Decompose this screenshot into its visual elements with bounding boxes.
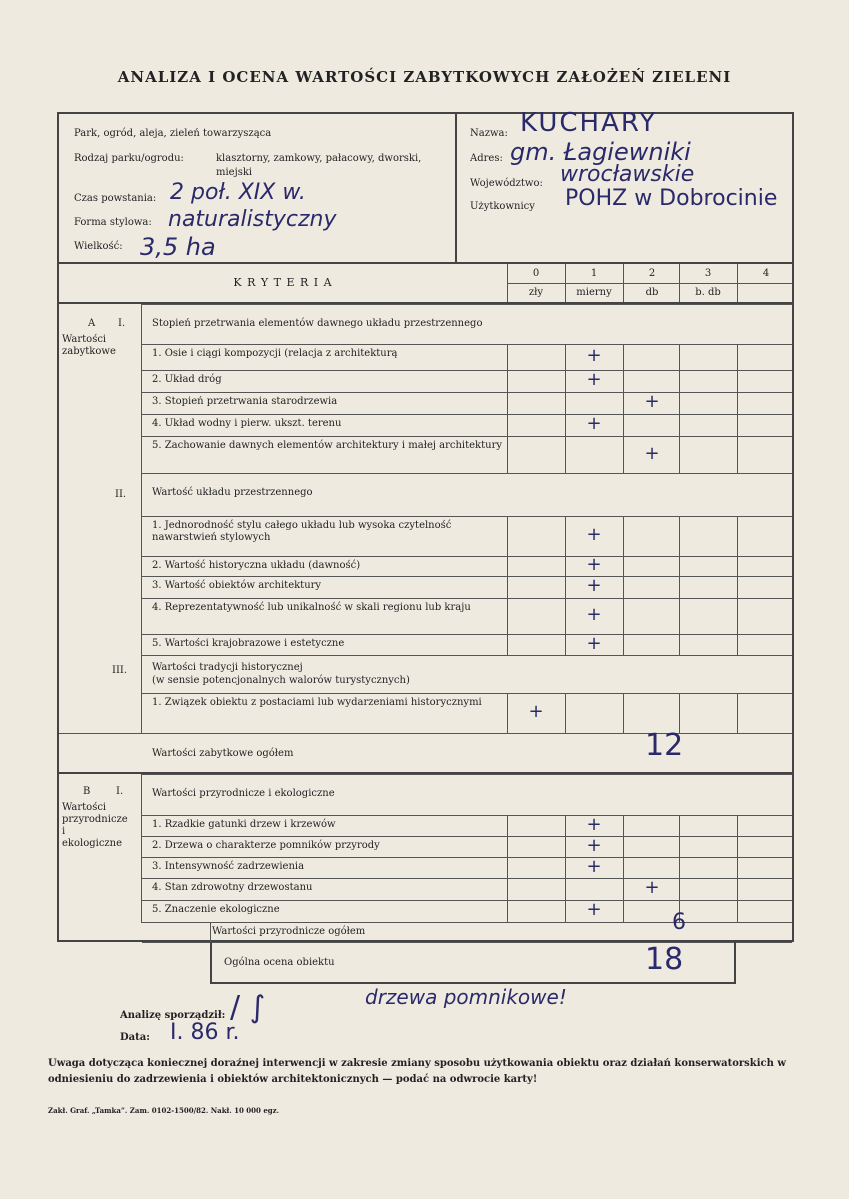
b-total-label: Wartości przyrodnicze ogółem: [212, 926, 366, 937]
criteria-row-label: 1. Osie i ciągi kompozycji (relacja z architekturą: [152, 348, 398, 359]
score-cell-line: [737, 516, 738, 556]
score-label: db: [645, 287, 659, 298]
score-cell-line: [507, 576, 508, 598]
criteria-heading-row: Stopień przetrwania elementów dawnego układu przestrzennego: [152, 318, 483, 329]
score-cell-line: [623, 836, 624, 857]
score-number: 3: [704, 268, 712, 279]
score-cell-line: [737, 693, 738, 733]
score-cell-line: [737, 598, 738, 634]
score-cell-line: [737, 857, 738, 878]
score-mark: +: [586, 369, 602, 390]
score-label: zły: [528, 287, 544, 298]
criteria-row-label: 3. Stopień przetrwania starodrzewia: [152, 396, 338, 407]
score-cell-line: [507, 370, 508, 392]
score-cell-line: [623, 556, 624, 576]
score-cell-line: [623, 598, 624, 634]
criteria-heading-row: Wartości przyrodnicze i ekologiczne: [152, 788, 335, 799]
row-line: [142, 815, 792, 816]
criteria-row-label: 4. Reprezentatywność lub unikalność w skali regionu lub kraju: [152, 602, 471, 613]
score-cell-line: [679, 576, 680, 598]
score-cell-line: [507, 634, 508, 655]
row-line: [142, 878, 792, 879]
date-label: Czas powstania:: [74, 193, 157, 204]
score-mark: +: [528, 701, 544, 722]
score-cell-line: [507, 815, 508, 836]
overall-value: 18: [645, 942, 684, 977]
score-cell-line: [737, 414, 738, 436]
date-label-footer: Data:: [120, 1032, 150, 1043]
score-cell-line: [679, 370, 680, 392]
score-cell-line: [565, 392, 566, 414]
criteria-heading-row: Wartość układu przestrzennego: [152, 487, 313, 498]
score-cell-line: [737, 370, 738, 392]
score-cell-line: [737, 576, 738, 598]
left-section-line: [59, 733, 142, 734]
score-cell-line: [507, 436, 508, 473]
voivodeship-label: Województwo:: [470, 178, 543, 189]
total-line: [210, 922, 211, 942]
criteria-heading-row-sub: (w sensie potencjonalnych walorów turystycznych): [152, 675, 410, 686]
left-column-line: [141, 304, 142, 734]
score-cell-line: [679, 556, 680, 576]
score-cell-line: [679, 516, 680, 556]
criteria-row-label: 4. Układ wodny i pierw. ukszt. terenu: [152, 418, 342, 429]
section-a-name: Wartości zabytkowe: [62, 334, 116, 357]
row-line: [142, 900, 792, 901]
criteria-row-label: 2. Wartość historyczna układu (dawność): [152, 560, 361, 571]
section-b-name: Wartości przyrodnicze i ekologiczne: [62, 802, 128, 849]
score-cell-line: [565, 693, 566, 733]
users-label: Użytkownicy: [470, 201, 535, 212]
style-label: Forma stylowa:: [74, 217, 152, 228]
score-cell-line: [623, 693, 624, 733]
date-value: 2 poł. XIX w.: [170, 180, 306, 205]
row-line: [142, 392, 792, 393]
analysis-value: drzewa pomnikowe!: [365, 985, 567, 1009]
section-b-letter: B: [83, 786, 91, 797]
score-cell-line: [737, 392, 738, 414]
section-a-letter: A: [88, 318, 96, 329]
score-cell-line: [565, 436, 566, 473]
score-number: 4: [762, 268, 770, 279]
row-line: [142, 556, 792, 557]
score-cell-line: [737, 900, 738, 922]
date-value-footer: I. 86 r.: [170, 1020, 240, 1045]
criteria-row-label: 3. Wartość obiektów architektury: [152, 580, 322, 591]
score-cell-line: [623, 516, 624, 556]
score-cell-line: [623, 576, 624, 598]
kind-options-2: miejski: [216, 167, 253, 178]
score-cell-line: [623, 344, 624, 370]
criteria-row-label: 1. Rzadkie gatunki drzew i krzewów: [152, 819, 336, 830]
score-cell-line: [623, 857, 624, 878]
criteria-row-label: 2. Układ dróg: [152, 374, 222, 385]
score-cell-line: [507, 414, 508, 436]
row-line: [142, 857, 792, 858]
address-value: gm. Łagiewniki: [510, 138, 691, 166]
roman-one-b: I.: [116, 786, 124, 797]
overall-box: [210, 942, 736, 984]
a-total-value: 12: [645, 728, 684, 763]
criteria-heading-row: Wartości tradycji historycznej: [152, 662, 303, 673]
row-line: [142, 436, 792, 437]
score-mark: +: [586, 899, 602, 920]
users-value: POHZ w Dobrocinie: [565, 186, 778, 211]
score-mark: +: [586, 855, 602, 877]
row-line: [142, 370, 792, 371]
score-mark: +: [586, 413, 602, 434]
row-line: [142, 304, 792, 305]
score-cell-line: [679, 598, 680, 634]
score-cell-line: [623, 370, 624, 392]
roman-one-a: I.: [118, 318, 126, 329]
row-line: [142, 922, 792, 923]
score-mark: +: [586, 345, 602, 366]
criteria-row-label: 3. Intensywność zadrzewienia: [152, 861, 305, 872]
row-line: [142, 634, 792, 635]
criteria-row-label: 1. Jednorodność stylu całego układu lub wysoka czytelność nawarstwień stylowych: [152, 520, 452, 543]
criteria-row-label: 1. Związek obiektu z postaciami lub wydarzeniami historycznymi: [152, 697, 482, 708]
score-cell-line: [679, 693, 680, 733]
score-cell-line: [679, 414, 680, 436]
criteria-row-label: 5. Znaczenie ekologiczne: [152, 904, 280, 915]
criteria-heading: K R Y T E R I A: [233, 276, 333, 289]
score-cell-line: [623, 900, 624, 922]
score-cell-line: [737, 556, 738, 576]
criteria-row-label: 5. Wartości krajobrazowe i estetyczne: [152, 638, 345, 649]
size-value: 3,5 ha: [140, 233, 216, 261]
score-mark: +: [586, 524, 602, 545]
score-mark: +: [586, 554, 602, 575]
page-title: ANALIZA I OCENA WARTOŚCI ZABYTKOWYCH ZAŁOŻEŃ ZIELENI: [117, 68, 732, 86]
score-cell-line: [737, 815, 738, 836]
roman-three: III.: [112, 665, 128, 676]
row-line: [142, 733, 792, 734]
score-cell-line: [507, 836, 508, 857]
score-cell-line: [679, 634, 680, 655]
score-mark: +: [586, 632, 602, 654]
printer-info: Zakł. Graf. „Tamka”. Zam. 0102-1500/82. Nakł. 10 000 egz.: [48, 1106, 280, 1115]
name-value: KUCHARY: [520, 108, 658, 138]
score-cell-line: [507, 344, 508, 370]
row-line: [142, 576, 792, 577]
row-line: [142, 836, 792, 837]
score-cell-line: [679, 857, 680, 878]
row-line: [142, 473, 792, 474]
row-line: [142, 516, 792, 517]
score-cell-line: [623, 815, 624, 836]
score-number: 0: [532, 268, 540, 279]
score-cell-line: [507, 392, 508, 414]
voivodeship-value: wrocławskie: [560, 162, 695, 187]
row-line: [142, 598, 792, 599]
kind-label: Rodzaj parku/ogrodu:: [74, 153, 184, 164]
address-label: Adres:: [470, 153, 503, 164]
score-number: 2: [648, 268, 656, 279]
b-total-value: 6: [672, 910, 686, 935]
score-cell-line: [623, 634, 624, 655]
criteria-row-label: 5. Zachowanie dawnych elementów architektury i małej architektury: [152, 440, 503, 451]
score-mark: +: [586, 604, 602, 625]
score-cell-line: [737, 836, 738, 857]
score-cell-line: [565, 878, 566, 900]
score-mark: +: [586, 813, 602, 835]
score-cell-line: [507, 556, 508, 576]
name-label: Nazwa:: [470, 128, 508, 139]
score-cell-line: [679, 815, 680, 836]
score-mark: +: [586, 575, 602, 596]
score-cell-line: [737, 344, 738, 370]
row-line: [142, 344, 792, 345]
a-total-label: Wartości zabytkowe ogółem: [152, 748, 294, 759]
score-label: b. db: [695, 287, 721, 298]
score-cell-line: [737, 436, 738, 473]
intervention-note: Uwaga dotycząca koniecznej doraźnej interwencji w zakresie zmiany sposobu użytkowania obiektu oraz działań konserwatorskich w odniesieniu do zadrzewienia i obiektów architektonicznych — podać na odwrocie karty!: [48, 1058, 786, 1085]
score-cell-line: [737, 878, 738, 900]
analysis-label: Analizę sporządził:: [120, 1010, 226, 1021]
score-mark: +: [644, 391, 660, 412]
roman-two: II.: [115, 489, 127, 500]
score-mark: +: [644, 877, 660, 898]
style-value: naturalistyczny: [168, 207, 337, 232]
score-cell-line: [507, 878, 508, 900]
score-cell-line: [507, 598, 508, 634]
score-cell-line: [507, 900, 508, 922]
score-mark: +: [644, 442, 660, 464]
score-cell-line: [507, 857, 508, 878]
row-line: [142, 774, 792, 775]
score-mark: +: [586, 834, 602, 856]
criteria-row-label: 2. Drzewa o charakterze pomników przyrody: [152, 840, 380, 851]
score-cell-line: [679, 344, 680, 370]
score-cell-line: [679, 836, 680, 857]
row-line: [142, 655, 792, 656]
object-type-label: Park, ogród, aleja, zieleń towarzysząca: [74, 128, 272, 139]
score-cell-line: [737, 634, 738, 655]
score-number: 1: [590, 268, 598, 279]
score-cell-line: [623, 414, 624, 436]
row-line: [142, 693, 792, 694]
kind-options: klasztorny, zamkowy, pałacowy, dworski,: [216, 153, 422, 164]
size-label: Wielkość:: [74, 241, 123, 252]
score-label: mierny: [576, 287, 612, 298]
score-cell-line: [507, 516, 508, 556]
analysis-signature: / ∫: [230, 990, 266, 1025]
criteria-row-label: 4. Stan zdrowotny drzewostanu: [152, 882, 313, 893]
row-line: [142, 414, 792, 415]
overall-label: Ogólna ocena obiektu: [224, 957, 335, 968]
